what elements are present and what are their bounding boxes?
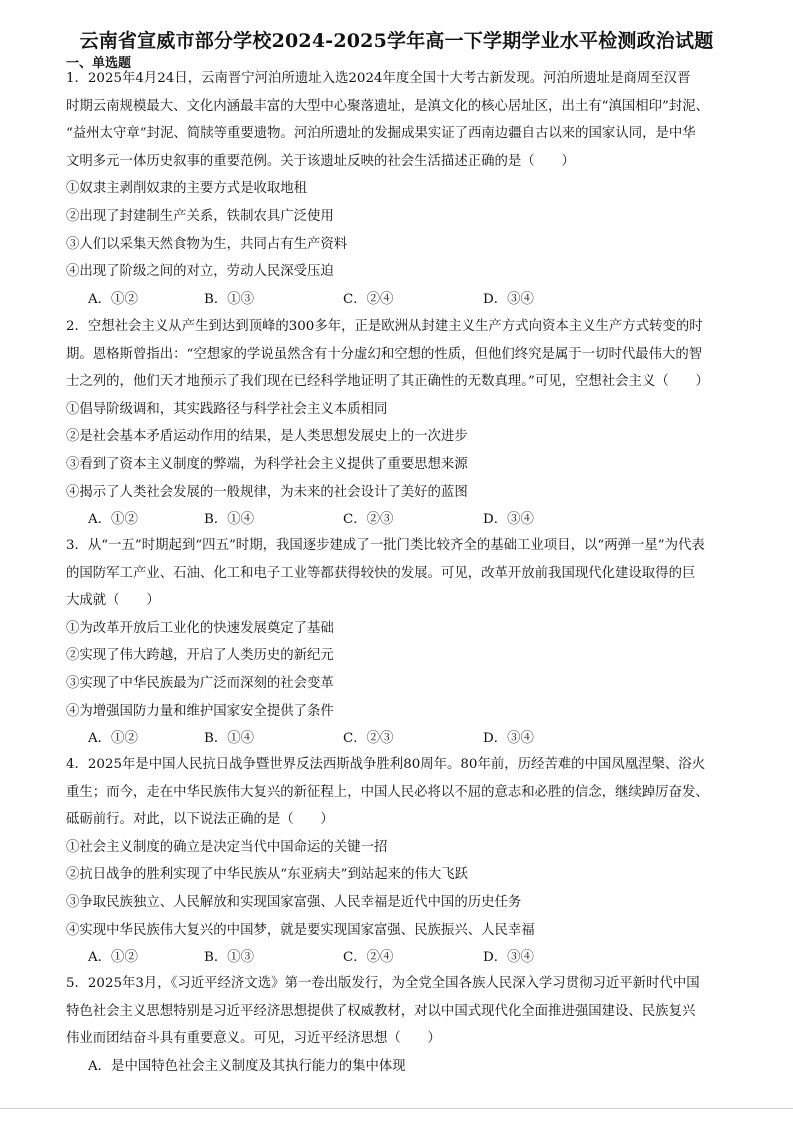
statement-1: ①为改革开放后工业化的快速发展奠定了基础 (66, 620, 334, 636)
statement-4: ④出现了阶级之间的对立，劳动人民深受压迫 (66, 264, 334, 280)
question-line: 砥砺前行。对此，以下说法正确的是（ ） (66, 812, 334, 828)
option-b[interactable]: B．①④ (204, 731, 255, 747)
question-line: 文明多元一体历史叙事的重要范例。关于该遗址反映的社会生活描述正确的是（ ） (66, 153, 575, 169)
statement-2: ②抗日战争的胜利实现了中华民族从“东亚病夫”到站起来的伟大飞跃 (66, 867, 469, 883)
option-c[interactable]: C．②④ (343, 291, 394, 307)
question-line: “益州太守章”封泥、简牍等重要遗物。河泊所遗址的发掘成果实证了西南边疆自古以来的国家认同，是中华 (66, 126, 696, 142)
section-heading: 一、单选题 (66, 56, 132, 71)
statement-1: ①社会主义制度的确立是决定当代中国命运的关键一招 (66, 839, 388, 855)
statement-4: ④实现中华民族伟大复兴的中国梦，就是要实现国家富强、民族振兴、人民幸福 (66, 922, 535, 938)
question-line: 5．2025年3月，《习近平经济文选》第一卷出版发行，为全党全国各族人民深入学习贯彻习近平新时代中国 (66, 976, 700, 991)
option-a[interactable]: A．①② (88, 950, 138, 966)
statement-1: ①奴隶主剥削奴隶的主要方式是收取地租 (66, 181, 308, 197)
question-line: 伟业而团结奋斗具有重要意义。可见，习近平经济思想（ ） (66, 1031, 441, 1047)
statement-3: ③看到了资本主义制度的弊端，为科学社会主义提供了重要思想来源 (66, 456, 468, 472)
question-5 (66, 970, 728, 1080)
option-d[interactable]: D．③④ (483, 950, 534, 966)
option-a[interactable]: A．①② (88, 291, 138, 307)
option-d[interactable]: D．③④ (483, 291, 534, 307)
statement-3: ③争取民族独立、人民解放和实现国家富强、人民幸福是近代中国的历史任务 (66, 894, 522, 910)
option-c[interactable]: C．②③ (343, 512, 394, 528)
question-line: 1．2025年4月24日，云南晋宁河泊所遗址入选2024年度全国十大考古新发现。河泊所遗址是商周至汉晋 (66, 71, 691, 86)
answer-options (66, 286, 728, 314)
statement-1: ①倡导阶级调和，其实践路径与科学社会主义本质相同 (66, 401, 388, 417)
statement-4: ④揭示了人类社会发展的一般规律，为未来的社会设计了美好的蓝图 (66, 484, 468, 500)
option-b[interactable]: B．①③ (204, 291, 255, 307)
option-d[interactable]: D．③④ (483, 731, 534, 747)
question-3 (66, 532, 728, 753)
statement-2: ②出现了封建制生产关系，铁制农具广泛使用 (66, 208, 334, 224)
option-d[interactable]: D．③④ (483, 512, 534, 528)
answer-options (66, 506, 728, 534)
answer-options (66, 944, 728, 972)
question-line: 时期云南规模最大、文化内涵最丰富的大型中心聚落遗址，是滇文化的核心居址区，出土有“滇国相印”封泥、 (66, 98, 710, 114)
question-line: 的国防军工产业、石油、化工和电子工业等都获得较快的发展。可见，改革开放前我国现代化建设取得的巨 (66, 565, 696, 581)
option-a[interactable]: A．①② (88, 512, 138, 528)
page-bottom-rule (0, 1108, 793, 1109)
statement-3: ③实现了中华民族最为广泛而深刻的社会变革 (66, 675, 334, 691)
statement-2: ②实现了伟大跨越，开启了人类历史的新纪元 (66, 648, 334, 664)
answer-options (66, 725, 728, 753)
option-b[interactable]: B．①③ (204, 950, 255, 966)
question-line: 重生；而今，走在中华民族伟大复兴的新征程上，中国人民必将以不屈的意志和必胜的信念，继续踔厉奋发、 (66, 784, 709, 800)
option-a[interactable]: A．是中国特色社会主义制度及其执行能力的集中体现 (88, 1058, 406, 1074)
question-line: 4．2025年是中国人民抗日战争暨世界反法西斯战争胜利80周年。80年前，历经苦难的中国凤凰涅槃、浴火 (66, 757, 706, 772)
exam-title: 云南省宣威市部分学校2024-2025学年高一下学期学业水平检测政治试题 (79, 30, 714, 52)
question-line: 2．空想社会主义从产生到达到顶峰的300多年，正是欧洲从封建主义生产方式向资本主义生产方式转变的时 (66, 319, 703, 334)
option-b[interactable]: B．①④ (204, 512, 255, 528)
option-a[interactable]: A．①② (88, 731, 138, 747)
question-line: 士之列的，他们天才地预示了我们现在已经科学地证明了其正确性的无数真理。”可见，空想社会主义（ ） (66, 374, 709, 390)
question-line: 大成就（ ） (66, 593, 160, 609)
option-c[interactable]: C．②③ (343, 731, 394, 747)
option-c[interactable]: C．②④ (343, 950, 394, 966)
statement-4: ④为增强国防力量和维护国家安全提供了条件 (66, 703, 334, 719)
question-line: 特色社会主义思想特别是习近平经济思想提供了权威教材，对以中国式现代化全面推进强国建设、民族复兴 (66, 1003, 696, 1019)
question-2 (66, 313, 728, 534)
question-line: 3．从“一五”时期起到“四五”时期，我国逐步建成了一批门类比较齐全的基础工业项目，以“两弹一星”为代表 (66, 538, 705, 553)
question-1 (66, 65, 728, 313)
statement-3: ③人们以采集天然食物为生，共同占有生产资料 (66, 236, 348, 252)
question-line: 期。恩格斯曾指出：“空想家的学说虽然含有十分虚幻和空想的性质，但他们终究是属于一切时代最伟大的智 (66, 346, 703, 362)
question-4 (66, 751, 728, 972)
statement-2: ②是社会基本矛盾运动作用的结果，是人类思想发展史上的一次进步 (66, 429, 468, 445)
